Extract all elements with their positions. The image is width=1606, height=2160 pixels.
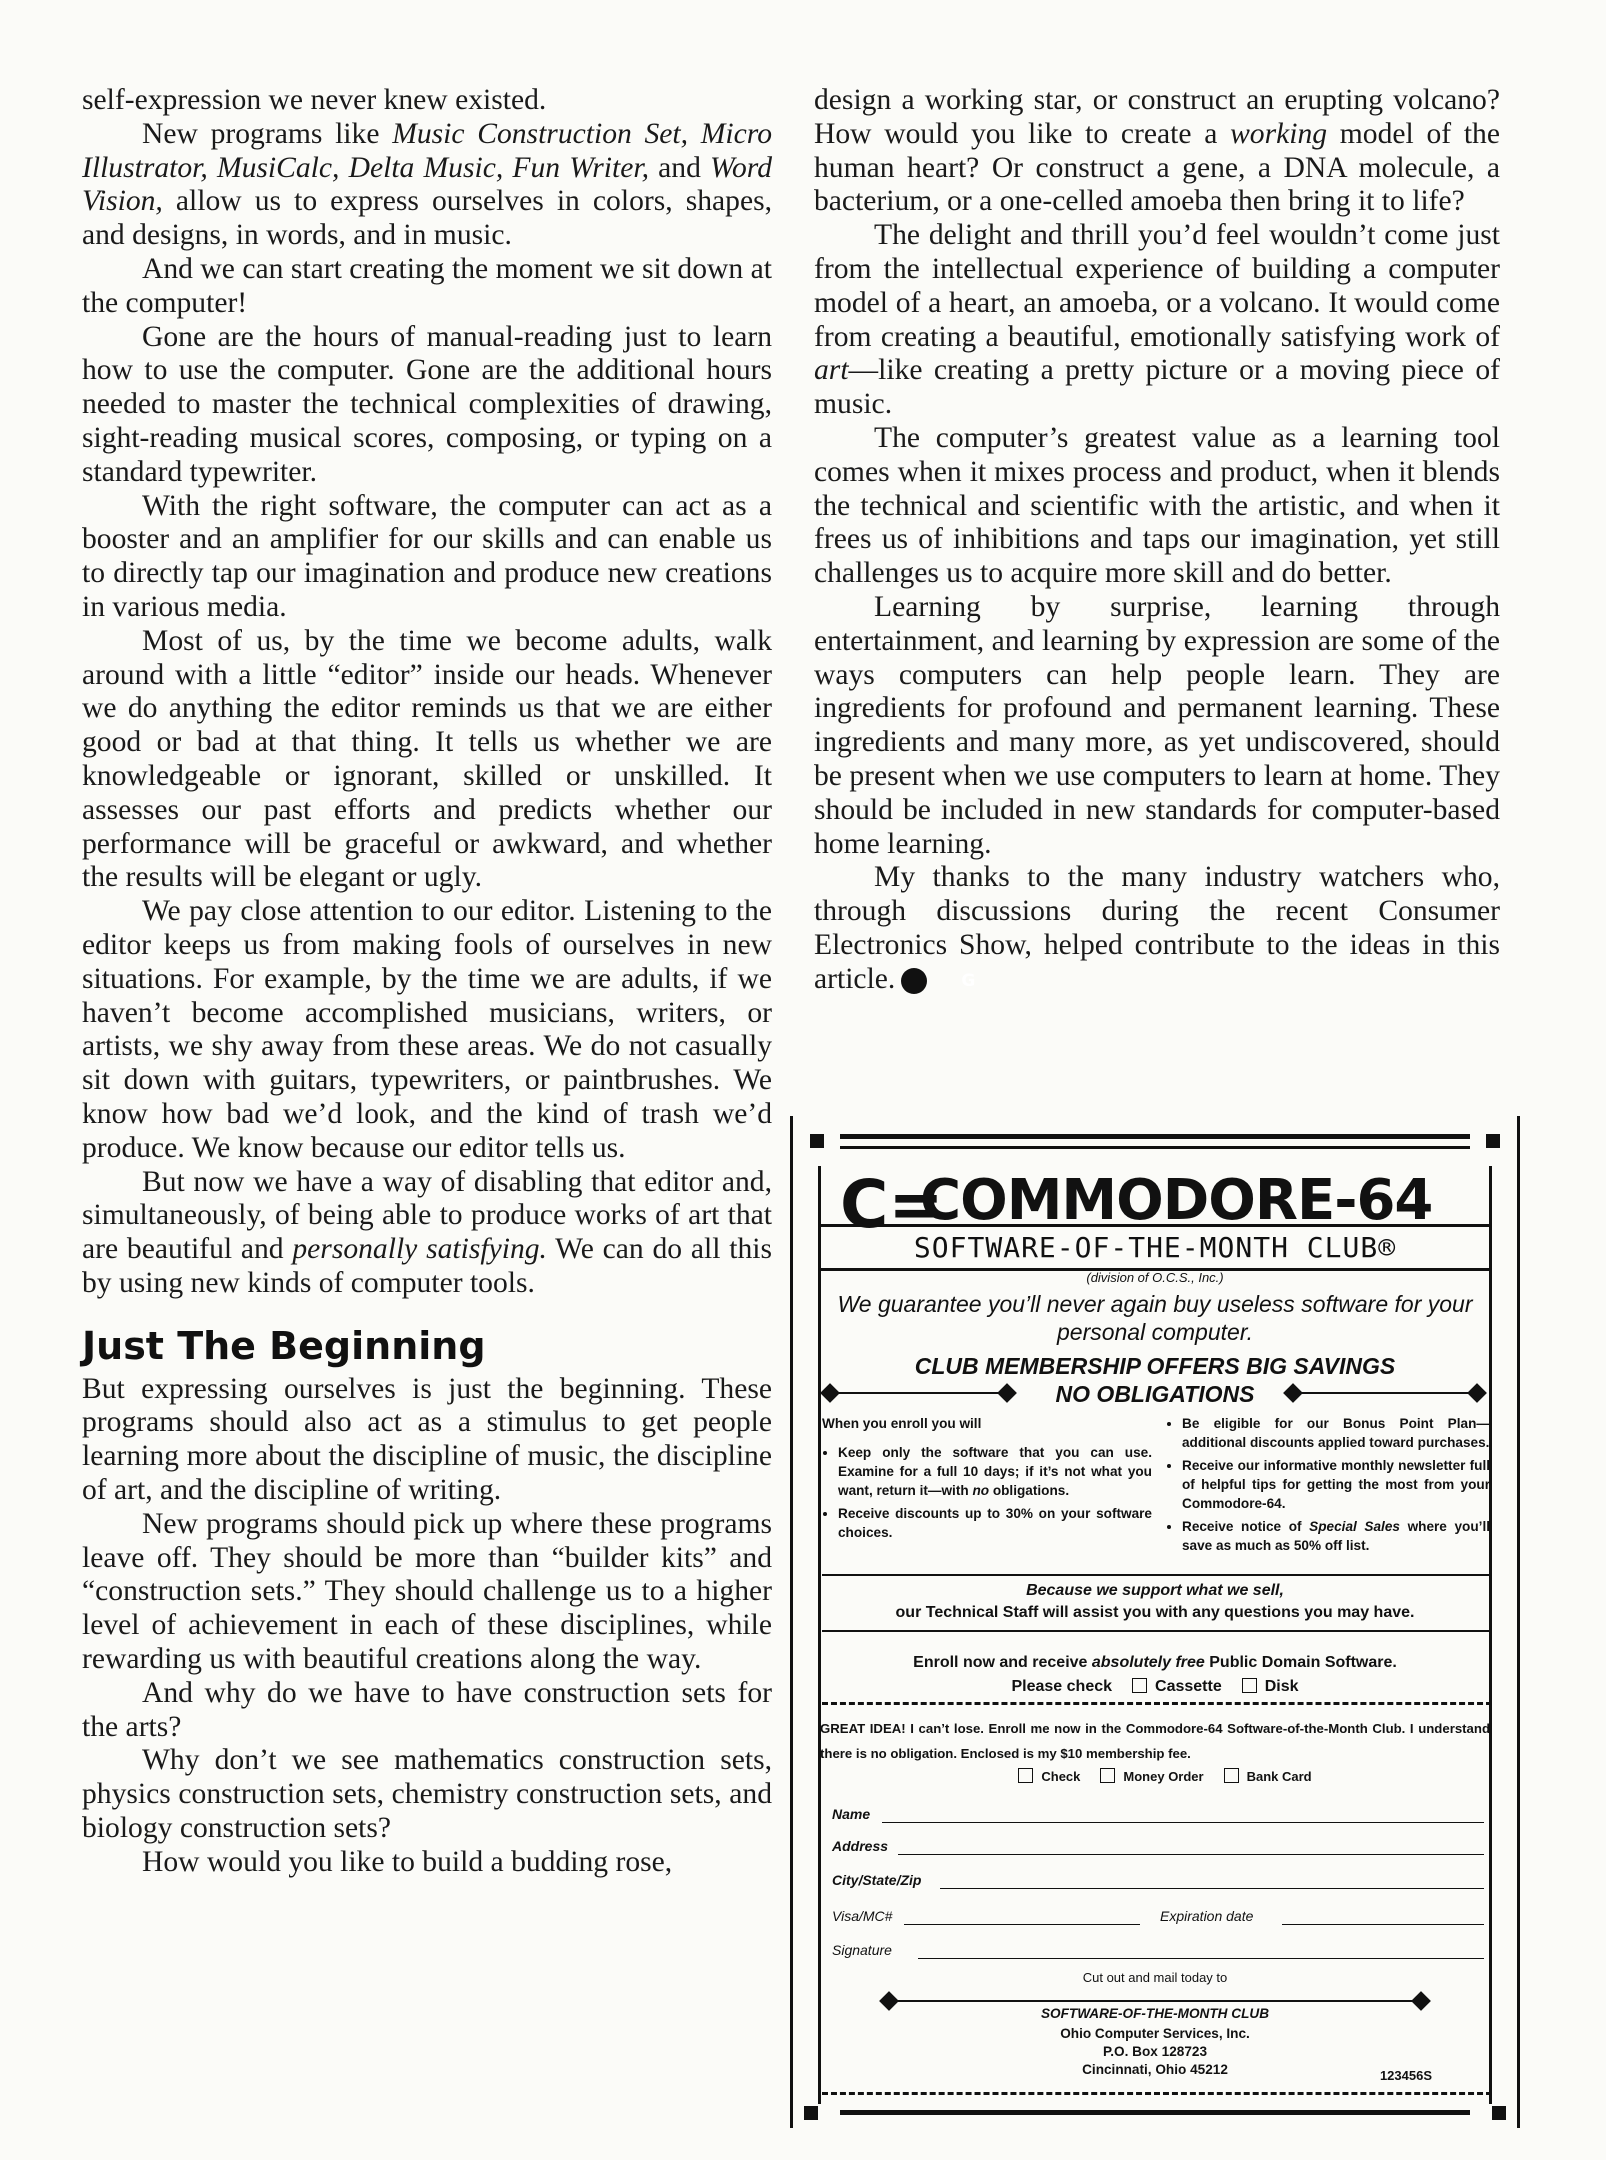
money-order-checkbox[interactable] [1100, 1768, 1115, 1783]
corner-mark-icon [1492, 2106, 1506, 2120]
corner-mark-icon [1486, 1134, 1500, 1148]
paragraph: New programs like Music Construction Set, Micro Illustrator, MusiCalc, Delta Music, Fun Writer, and Word Vision, allow us to express ourselves in colors, shapes, and designs, in words, and in music. [82, 117, 772, 252]
mail-city: Cincinnati, Ohio 45212 [1082, 2062, 1228, 2077]
section-heading: Just The Beginning [82, 1323, 486, 1368]
top-rule [840, 1134, 1470, 1139]
name-label: Name [832, 1806, 871, 1822]
cassette-checkbox[interactable] [1132, 1678, 1147, 1693]
benefits-left [822, 1414, 1152, 1546]
right-column [814, 84, 1500, 997]
media-choice: Please check Cassette Disk [1011, 1678, 1299, 1695]
benefit-item: • Receive discounts up to 30% on your software choices. [838, 1504, 1152, 1542]
commodore-logo-icon: C= [840, 1166, 944, 1243]
great-idea-text: GREAT IDEA! I can’t lose. Enroll me now in the Commodore-64 Software-of-the-Month Club. I understand there is no obligation. Enclosed is my $10 membership fee. [820, 1721, 1490, 1761]
disk-label: Disk [1264, 1678, 1299, 1695]
benefit-item: • Keep only the software that you can use. Examine for a full 10 days; if it’s not what you want, return it—with no obligations. [838, 1443, 1152, 1500]
support-line-1: Because we support what we sell, [1026, 1582, 1284, 1599]
corner-mark-icon [804, 2106, 818, 2120]
expiration-label: Expiration date [1160, 1908, 1254, 1924]
disk-checkbox[interactable] [1242, 1678, 1257, 1693]
paragraph: Learning by surprise, learning through entertainment, and learning by expression are some of the ways computers can help people learn. They are ingredients for profound and permanent learning. These ingredients and many more, as yet undiscovered, should be present when we use computers to learn at home. They should be included in new standards for computer-based home learning. [814, 590, 1500, 860]
enroll-intro: When you enroll you will [822, 1416, 982, 1431]
divider [822, 1630, 1492, 1632]
ad-border-left [790, 1116, 793, 2128]
signature-field[interactable] [918, 1958, 1484, 1959]
city-field[interactable] [940, 1888, 1484, 1889]
cassette-label: Cassette [1155, 1678, 1222, 1695]
ad-code: 123456S [1379, 2068, 1432, 2083]
no-obligations-heading: NO OBLIGATIONS [1055, 1381, 1255, 1407]
paragraph: Most of us, by the time we become adults, walk around with a little “editor” inside our heads. Whenever we do anything the editor reminds us that we are either good or bad at that thing. It tells us whether we are knowledgeable or ignorant, skilled or unskilled. It assesses our past efforts and predicts whether our performance will be graceful or awkward, and whether the results will be elegant or ugly. [82, 624, 772, 894]
divider [1298, 1392, 1476, 1394]
paragraph: The computer’s greatest value as a learning tool comes when it mixes process and product, when it blends the technical and scientific with the artistic, and when it frees us of inhibitions and taps our imagination, yet still challenges us to acquire more skill and do better. [814, 421, 1500, 590]
corner-mark-icon [810, 1134, 824, 1148]
left-column [82, 84, 772, 1880]
city-label: City/State/Zip [832, 1872, 922, 1888]
membership-heading: CLUB MEMBERSHIP OFFERS BIG SAVINGS [914, 1353, 1396, 1379]
support-line-2: our Technical Staff will assist you with any questions you may have. [895, 1604, 1415, 1621]
signature-label: Signature [832, 1942, 892, 1958]
benefit-item: • Receive notice of Special Sales where you’ll save as much as 50% off list. [1182, 1517, 1490, 1555]
paragraph: With the right software, the computer can act as a booster and an amplifier for our skills and can enable us to directly tap our imagination and produce new creations in various media. [82, 489, 772, 623]
paragraph: The delight and thrill you’d feel wouldn’t come just from the intellectual experience of building a computer model of a heart, an amoeba, or a volcano. It would come from creating a beautiful, emotionally satisfying work of art—like creating a pretty picture or a moving piece of music. [814, 219, 1500, 421]
paragraph: Why don’t we see mathematics construction sets, physics construction sets, chemistry construction sets, and biology construction sets? [82, 1744, 772, 1845]
expiration-field[interactable] [1282, 1924, 1484, 1925]
paragraph: How would you like to build a budding rose, [142, 1845, 673, 1878]
benefit-item: • Be eligible for our Bonus Point Plan—additional discounts applied toward purchases. [1182, 1414, 1490, 1452]
paragraph: But expressing ourselves is just the beginning. These programs should also act as a stimulus to get people learning more about the discipline of music, the discipline of art, and the discipline of writing. [82, 1372, 772, 1507]
paragraph: And we can start creating the moment we sit down at the computer! [82, 252, 772, 319]
paragraph: But now we have a way of disabling that editor and, simultaneously, of being able to produce works of art that are beautiful and personally satisfying. We can do all this by using new kinds of computer tools. [82, 1165, 772, 1299]
divider [822, 1574, 1492, 1576]
paragraph: Gone are the hours of manual-reading just to learn how to use the computer. Gone are the additional hours needed to master the technical complexities of drawing, sight-reading musical scores, composing, or typing on a standard typewriter. [82, 320, 772, 488]
paragraph: And why do we have to have construction sets for the arts? [82, 1676, 772, 1743]
mail-club: SOFTWARE-OF-THE-MONTH CLUB [1040, 2006, 1270, 2021]
free-offer: Enroll now and receive absolutely free Public Domain Software. [913, 1654, 1397, 1671]
paragraph: New programs should pick up where these programs leave off. They should be more than “builder kits” and “construction sets.” They should challenge us to a higher level of achievement in each of these disciplines, while rewarding us with beautiful creations along the way. [82, 1507, 772, 1676]
mail-box: P.O. Box 128723 [1102, 2044, 1208, 2059]
visa-label: Visa/MC# [832, 1908, 893, 1924]
benefits-right [1166, 1414, 1490, 1559]
end-mark-icon: G [901, 968, 927, 994]
paragraph: self-expression we never knew existed. [82, 84, 547, 116]
top-rule-thin [840, 1146, 1470, 1149]
guarantee-text: We guarantee you’ll never again buy useless software for your personal computer. [837, 1291, 1473, 1345]
mail-company: Ohio Computer Services, Inc. [1060, 2026, 1250, 2041]
cut-line [822, 2092, 1492, 2095]
brand-name: COMMODORE-64 [920, 1168, 1433, 1233]
cut-line [822, 1702, 1492, 1705]
name-field[interactable] [882, 1822, 1484, 1823]
bank-card-checkbox[interactable] [1224, 1768, 1239, 1783]
ad-border-right [1517, 1116, 1520, 2128]
club-name: SOFTWARE-OF-THE-MONTH CLUB® [818, 1224, 1492, 1271]
divider [894, 2000, 1420, 2002]
paragraph: design a working star, or construct an erupting volcano? How would you like to create a working model of the human heart? Or construct a gene, a DNA molecule, a bacterium, or a one-celled amoeba then bring it to life? [814, 84, 1500, 218]
paragraph: My thanks to the many industry watchers who, through discussions during the recent Consumer Electronics Show, helped contribute to the ideas in this article. G [814, 861, 1500, 995]
cut-out-text: Cut out and mail today to [1082, 1970, 1228, 1985]
address-label: Address [832, 1838, 889, 1854]
bottom-rule [840, 2110, 1470, 2115]
paragraph: We pay close attention to our editor. Listening to the editor keeps us from making fools of ourselves in new situations. For example, by the time we are adults, if we haven’t become accomplished musicians, writers, or artists, we shy away from these areas. We do not casually sit down with guitars, typewriters, or paintbrushes. We know how bad we’d look, and the kind of trash we’d produce. We know because our editor tells us. [82, 895, 772, 1164]
commodore-ad [790, 1116, 1520, 2134]
division-note: (division of O.C.S., Inc.) [1086, 1270, 1224, 1285]
benefit-item: • Receive our informative monthly newsletter full of helpful tips for getting the most from your Commodore-64. [1182, 1456, 1490, 1513]
address-field[interactable] [898, 1854, 1484, 1855]
visa-field[interactable] [904, 1924, 1140, 1925]
check-checkbox[interactable] [1018, 1768, 1033, 1783]
payment-choice: Check Money Order Bank Card [818, 1768, 1492, 1784]
